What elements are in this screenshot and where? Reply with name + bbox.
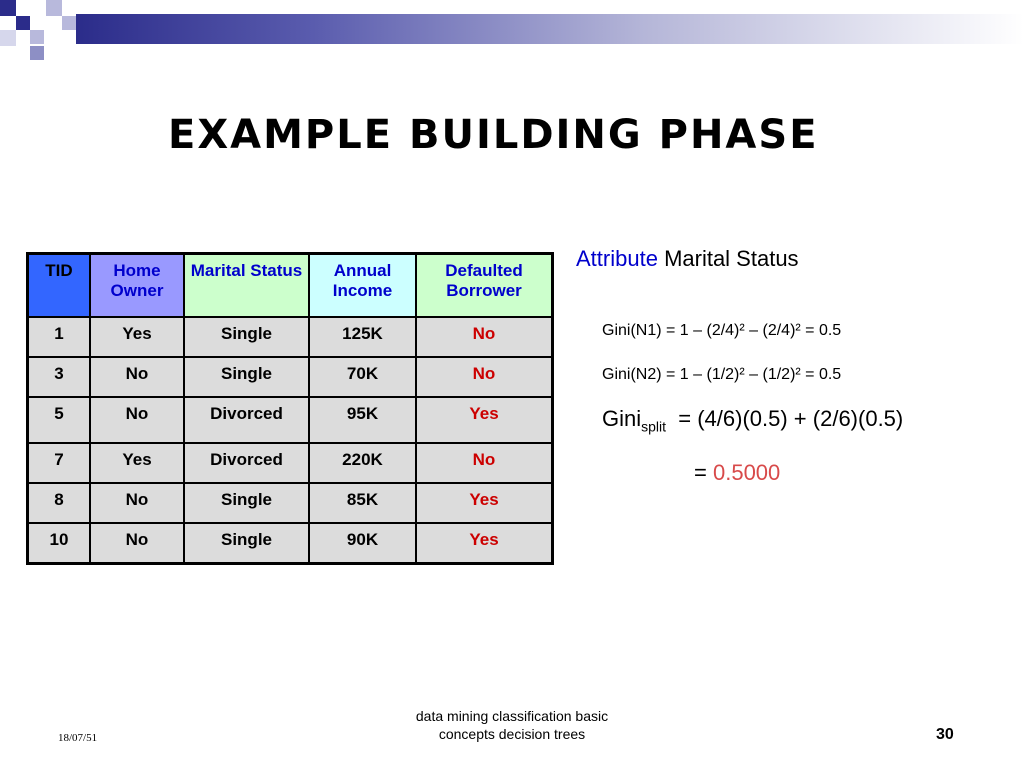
footer-caption-line1: data mining classification basic xyxy=(415,708,609,724)
cell-tid: 10 xyxy=(28,523,91,564)
column-header-defaulted-borrower: Defaulted Borrower xyxy=(416,254,553,318)
cell-defaulted-borrower: Yes xyxy=(416,397,553,443)
gini-split-expression: = (4/6)(0.5) + (2/6)(0.5) xyxy=(678,406,904,431)
deco-square xyxy=(0,30,16,46)
cell-annual-income: 125K xyxy=(309,317,416,357)
cell-tid: 1 xyxy=(28,317,91,357)
table-row xyxy=(28,483,553,523)
cell-tid: 5 xyxy=(28,397,91,443)
header-gradient-bar xyxy=(76,14,1024,44)
cell-marital-status: Divorced xyxy=(184,397,309,443)
column-header-annual-income: Annual Income xyxy=(309,254,416,318)
footer-caption-line2: concepts decision trees xyxy=(438,726,586,742)
cell-annual-income: 90K xyxy=(309,523,416,564)
footer-caption xyxy=(362,707,662,743)
cell-marital-status: Single xyxy=(184,523,309,564)
cell-tid: 8 xyxy=(28,483,91,523)
result-value: 0.5000 xyxy=(712,460,781,485)
cell-home-owner: No xyxy=(90,357,184,397)
table-row xyxy=(28,523,553,564)
deco-square xyxy=(0,0,16,16)
slide-title: EXAMPLE BUILDING PHASE xyxy=(168,112,819,158)
cell-home-owner: Yes xyxy=(90,443,184,483)
gini-split-result xyxy=(694,460,780,486)
deco-square xyxy=(16,16,30,30)
data-table xyxy=(26,252,554,565)
gini-split-formula xyxy=(602,406,903,434)
result-equals: = xyxy=(694,460,707,485)
cell-annual-income: 85K xyxy=(309,483,416,523)
cell-defaulted-borrower: Yes xyxy=(416,483,553,523)
table-row xyxy=(28,357,553,397)
cell-home-owner: Yes xyxy=(90,317,184,357)
table-row xyxy=(28,317,553,357)
gini-split-label: Gini xyxy=(602,406,642,431)
cell-annual-income: 220K xyxy=(309,443,416,483)
footer-date: 18/07/51 xyxy=(58,732,98,744)
cell-defaulted-borrower: No xyxy=(416,357,553,397)
cell-marital-status: Single xyxy=(184,483,309,523)
attribute-heading xyxy=(576,246,799,272)
deco-square xyxy=(62,16,76,30)
attribute-label: Attribute xyxy=(576,246,658,271)
cell-annual-income: 95K xyxy=(309,397,416,443)
column-header-home-owner: Home Owner xyxy=(90,254,184,318)
deco-square xyxy=(30,30,44,44)
table-row xyxy=(28,443,553,483)
cell-annual-income: 70K xyxy=(309,357,416,397)
cell-home-owner: No xyxy=(90,397,184,443)
header-decoration xyxy=(0,14,1024,44)
gini-n2-formula: Gini(N2) = 1 – (1/2)² – (1/2)² = 0.5 xyxy=(602,366,842,383)
deco-square xyxy=(46,0,62,16)
cell-tid: 3 xyxy=(28,357,91,397)
cell-marital-status: Divorced xyxy=(184,443,309,483)
cell-home-owner: No xyxy=(90,483,184,523)
cell-tid: 7 xyxy=(28,443,91,483)
cell-marital-status: Single xyxy=(184,317,309,357)
cell-home-owner: No xyxy=(90,523,184,564)
cell-defaulted-borrower: Yes xyxy=(416,523,553,564)
cell-defaulted-borrower: No xyxy=(416,317,553,357)
table-header-row xyxy=(28,254,553,318)
gini-split-subscript: split xyxy=(641,418,667,435)
attribute-value: Marital Status xyxy=(664,246,799,271)
column-header-tid: TID xyxy=(28,254,91,318)
page-number: 30 xyxy=(936,726,954,743)
gini-n1-formula: Gini(N1) = 1 – (2/4)² – (2/4)² = 0.5 xyxy=(602,322,842,339)
table-row xyxy=(28,397,553,443)
column-header-marital-status: Marital Status xyxy=(184,254,309,318)
deco-square xyxy=(30,46,44,60)
cell-marital-status: Single xyxy=(184,357,309,397)
cell-defaulted-borrower: No xyxy=(416,443,553,483)
